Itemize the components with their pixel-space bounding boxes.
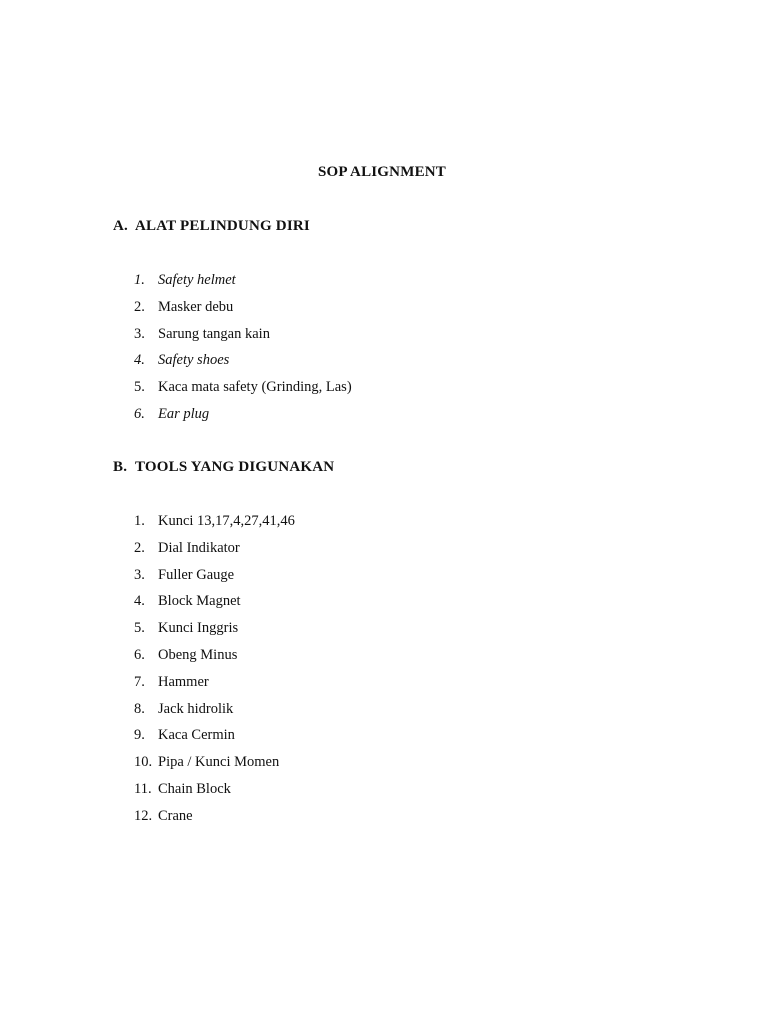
section-heading-alat-pelindung-diri: [113, 218, 310, 235]
list-item-text: Ear plug: [158, 405, 210, 422]
document-title: SOP ALIGNMENT: [317, 164, 447, 180]
list-item-number: 11.: [134, 780, 152, 797]
list-item-text: Masker debu: [158, 298, 234, 315]
list-item-number: 2.: [134, 298, 145, 315]
list-item-text: Chain Block: [158, 780, 231, 797]
list-item-text: Safety shoes: [158, 352, 230, 369]
list-item-text: Kunci 13,17,4,27,41,46: [158, 513, 295, 529]
list-item: [134, 324, 352, 351]
list-item-text: Pipa / Kunci Momen: [158, 754, 280, 771]
list-item-number: 12.: [134, 807, 153, 824]
list-item: [134, 672, 295, 699]
list-item: [134, 511, 295, 538]
list-item-text: Jack hidrolik: [158, 700, 234, 717]
section-letter: B.: [113, 459, 128, 475]
list-item: [134, 538, 295, 565]
list-item: [134, 618, 295, 645]
list-item-number: 5.: [134, 620, 145, 637]
list-item-number: 1.: [134, 272, 145, 288]
section-heading-tools-yang-digunakan: [113, 459, 334, 476]
list-item-text: Kaca mata safety (Grinding, Las): [158, 379, 352, 396]
list-item: [134, 806, 295, 833]
list-item: [134, 565, 295, 592]
list-tools-yang-digunakan: [134, 511, 295, 833]
list-item: [134, 404, 352, 431]
list-item-number: 3.: [134, 325, 145, 342]
list-item: [134, 725, 295, 752]
list-item-text: Kaca Cermin: [158, 727, 235, 744]
section-letter: A.: [113, 218, 128, 234]
list-item-text: Obeng Minus: [158, 646, 238, 663]
section-title: TOOLS YANG DIGUNAKAN: [135, 459, 335, 475]
list-item-number: 2.: [134, 539, 145, 556]
list-item-number: 6.: [134, 405, 145, 422]
list-item: [134, 699, 295, 726]
list-item: [134, 270, 352, 297]
list-item: [134, 591, 295, 618]
section-title: ALAT PELINDUNG DIRI: [135, 218, 310, 234]
list-item: [134, 752, 295, 779]
list-item: [134, 297, 352, 324]
list-item-number: 6.: [134, 646, 145, 663]
list-item-number: 9.: [134, 727, 145, 744]
list-alat-pelindung-diri: [134, 270, 352, 431]
list-item-text: Crane: [158, 807, 193, 824]
list-item: [134, 377, 352, 404]
list-item-text: Block Magnet: [158, 593, 241, 610]
list-item-number: 4.: [134, 593, 145, 610]
list-item-text: Safety helmet: [158, 272, 236, 288]
list-item-number: 7.: [134, 673, 145, 690]
list-item-number: 8.: [134, 700, 145, 717]
list-item: [134, 779, 295, 806]
list-item: [134, 350, 352, 377]
list-item-text: Dial Indikator: [158, 539, 240, 556]
list-item: [134, 645, 295, 672]
list-item-text: Hammer: [158, 673, 209, 690]
list-item-number: 5.: [134, 379, 145, 396]
list-item-number: 10.: [134, 754, 153, 771]
list-item-number: 1.: [134, 513, 145, 529]
list-item-text: Sarung tangan kain: [158, 325, 270, 342]
list-item-text: Kunci Inggris: [158, 620, 239, 637]
list-item-number: 3.: [134, 566, 145, 583]
list-item-text: Fuller Gauge: [158, 566, 235, 583]
list-item-number: 4.: [134, 352, 145, 369]
